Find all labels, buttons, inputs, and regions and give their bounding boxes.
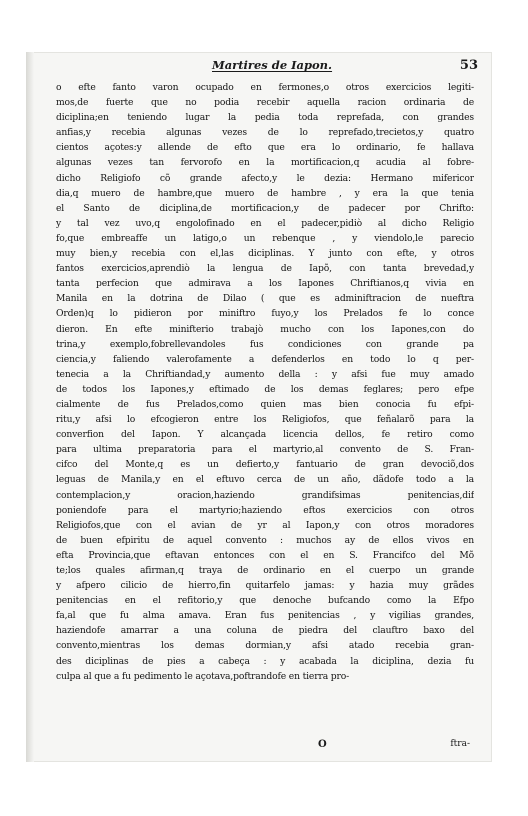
- text-line: cientos açotes:y allende de efto que era lo ordinario, fe hallava: [56, 142, 474, 154]
- text-line: cifco del Monte,q es un defierto,y fantuario de gran devociõ,dos: [56, 459, 474, 471]
- text-line: de todos los Iapones,y eftimado de los demas feglares; pero efpe: [56, 383, 474, 395]
- running-head: [26, 58, 492, 76]
- text-line: y afpero cilicio de hierro,fin quitarfelo jamas: y hazia muy grãdes: [56, 580, 474, 592]
- text-line: cialmente de fus Prelados,como quien mas bien conocia fu efpi-: [56, 398, 474, 410]
- text-line: fa,al que fu alma amava. Eran fus penitencias , y vigilias grandes,: [56, 610, 474, 622]
- text-line: convento,mientras los demas dormian,y afsi atado recebia gran-: [56, 640, 474, 652]
- catchline: [26, 739, 492, 758]
- text-line: Manila en la dotrina de Dilao ( que es adminiftracion de nueftra: [56, 293, 474, 305]
- text-line: el Santo de diciplina,de mortificacion,y de padecer por Chrifto:: [56, 202, 474, 214]
- text-line: algunas vezes tan fervorofo en la mortificacion,q acudia al fobre-: [56, 157, 474, 169]
- text-line: de buen efpiritu de aquel convento : muchos ay de ellos vivos en: [56, 534, 474, 546]
- body-text: [56, 80, 474, 684]
- text-line: haziendofe amarrar a una coluna de piedra del clauftro baxo del: [56, 625, 474, 637]
- text-line: fantos exercicios,aprendiò la lengua de Iapõ, con tanta brevedad,y: [56, 263, 474, 275]
- text-line: mos,de fuerte que no podia recebir aquella racion ordinaria de: [56, 97, 474, 109]
- text-line: diciplina;en teniendo lugar la pedia toda reprefada, con grandes: [56, 112, 474, 124]
- text-line: fo,que embreaffe un latigo,o un rebenque , y viendolo,le parecio: [56, 232, 474, 244]
- page-number: 53: [459, 58, 478, 73]
- text-line: penitencias en el refitorio,y que denoche bufcando como la Efpo: [56, 595, 474, 607]
- text-line: converfion del Iapon. Y alcançada licencia dellos, fe retiro como: [56, 429, 474, 441]
- text-line: contemplacion,y oracion,haziendo grandifsimas penitencias,dif: [56, 489, 474, 501]
- text-line: anfias,y recebia algunas vezes de lo reprefado,trecietos,y quatro: [56, 127, 474, 139]
- text-line: poniendofe para el martyrio;haziendo eftos exercicios con otros: [56, 504, 474, 516]
- running-title: Martires de Iapon.: [212, 58, 333, 72]
- signature-mark: O: [318, 739, 327, 750]
- text-line: des diciplinas de pies a cabeça : y acabada la diciplina, dezia fu: [56, 655, 474, 667]
- text-line: leguas de Manila,y en el eftuvo cerca de un año, dãdofe todo a la: [56, 474, 474, 486]
- text-line: Religiofos,que con el avian de yr al Iapon,y con otros moradores: [56, 519, 474, 531]
- text-line: para ultima preparatoria para el martyrio,al convento de S. Fran-: [56, 444, 474, 456]
- text-line: te;los quales afirman,q traya de ordinario en el cuerpo un grande: [56, 565, 474, 576]
- text-line: dia,q muero de hambre,que muero de hambre , y era la que tenia: [56, 187, 474, 199]
- text-line: dieron. En efte minifterio trabajò mucho con los Iapones,con do: [56, 323, 474, 335]
- text-line: dicho Religiofo cõ grande afecto,y le dezia: Hermano mifericor: [56, 172, 474, 184]
- text-line: culpa al que a fu pedimento le açotava,poftrandofe en tierra pro-: [56, 670, 350, 682]
- text-line: tenecia a la Chriftiandad,y aumento della : y afsi fue muy amado: [56, 368, 474, 380]
- binding-shadow: [26, 52, 34, 762]
- text-line: Orden)q lo pidieron por miniftro fuyo,y los Prelados fe lo conce: [56, 308, 474, 320]
- text-line: ciencia,y faliendo valerofamente a defenderlos en todo lo q per-: [56, 353, 474, 365]
- text-line: ritu,y afsi lo efcogieron entre los Religiofos, que feñalarõ para la: [56, 414, 474, 426]
- text-line: o efte fanto varon ocupado en fermones,o otros exercicios legiti-: [56, 82, 474, 93]
- text-line: muy bien,y recebia con el,las diciplinas. Y junto con efte, y otros: [56, 248, 474, 260]
- text-line: y tal vez uvo,q engolofinado en el padecer,pidiò al dicho Religio: [56, 217, 474, 229]
- text-line: tanta perfecion que admirava a los Iapones Chriftianos,q vivia en: [56, 278, 474, 290]
- book-page: [26, 52, 492, 762]
- text-line: efta Provincia,que eftavan entonces con el en S. Francifco del Mõ: [56, 549, 474, 561]
- text-line: trina,y exemplo,fobrellevandoles fus condiciones con grande pa: [56, 338, 474, 350]
- catchword: ftra-: [450, 739, 470, 749]
